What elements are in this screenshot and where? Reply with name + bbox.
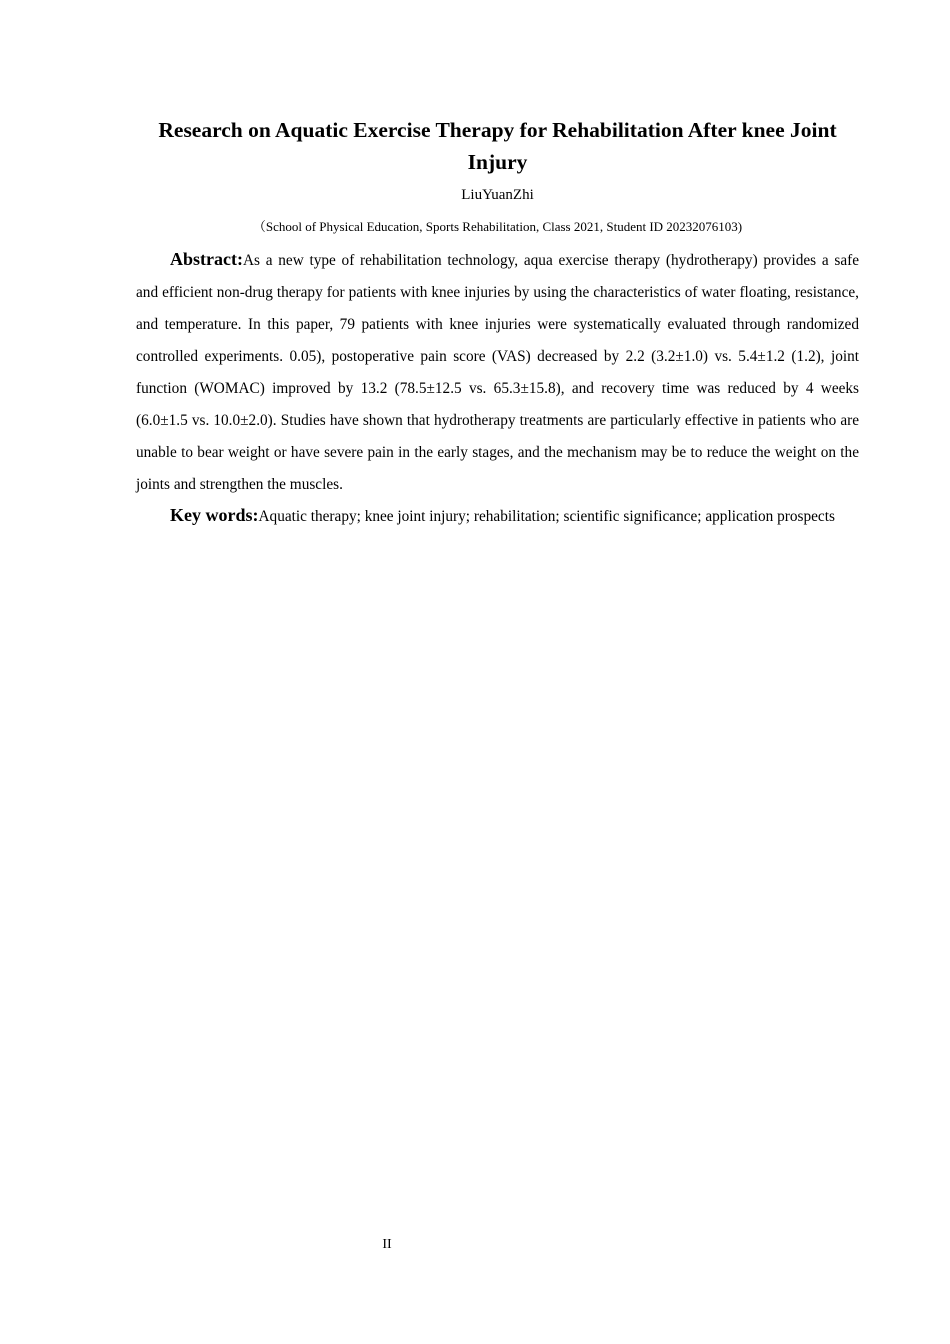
keywords-label: Key words:	[170, 505, 259, 525]
abstract-text: As a new type of rehabilitation technology, aqua exercise therapy (hydrotherapy) provides a safe and efficient non-drug therapy for patients with knee injuries by using the characteristics of water floating, resistance, and temperature. In this paper, 79 patients with knee injuries were systematically evaluated through randomized controlled experiments. 0.05), postoperative pain score (VAS) decreased by 2.2 (3.2±1.0) vs. 5.4±1.2 (1.2), joint function (WOMAC) improved by 13.2 (78.5±12.5 vs. 65.3±15.8), and recovery time was reduced by 4 weeks (6.0±1.5 vs. 10.0±2.0). Studies have shown that hydrotherapy treatments are particularly effective in patients who are unable to bear weight or have severe pain in the early stages, and the mechanism may be to reduce the weight on the joints and strengthen the muscles.	[136, 252, 859, 493]
author-affiliation: （School of Physical Education, Sports Rehabilitation, Class 2021, Student ID 20232076103)	[252, 219, 743, 234]
page-number: II	[382, 1237, 392, 1252]
author-name: LiuYuanZhi	[461, 187, 534, 203]
keywords-text: Aquatic therapy; knee joint injury; rehabilitation; scientific significance; application prospects	[258, 508, 835, 525]
abstract-label: Abstract:	[170, 249, 243, 269]
abstract-paragraph	[136, 243, 859, 501]
paper-title: Research on Aquatic Exercise Therapy for Rehabilitation After knee Joint Injury	[158, 118, 837, 174]
keywords-paragraph	[136, 499, 859, 533]
